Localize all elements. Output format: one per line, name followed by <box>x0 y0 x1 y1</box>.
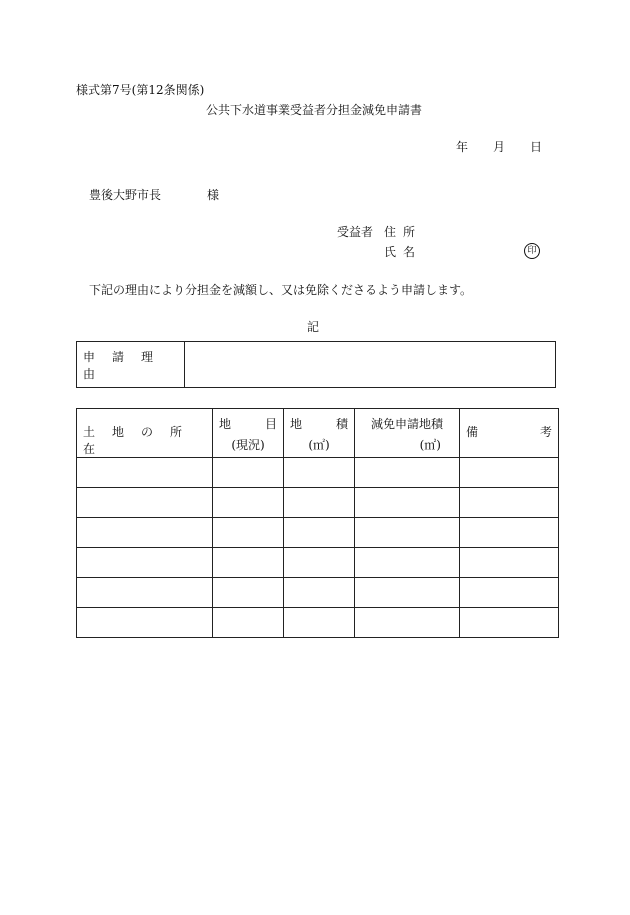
header-area-left: 地 <box>290 417 303 431</box>
header-remarks <box>460 409 559 458</box>
header-exempt-area-label: 減免申請地積 <box>370 417 443 431</box>
header-exempt-area <box>355 409 460 458</box>
addressee-honorific: 様 <box>207 188 220 202</box>
table-row <box>77 548 559 578</box>
table-row <box>77 518 559 548</box>
table-row <box>77 488 559 518</box>
name-label: 氏名 <box>384 245 423 259</box>
land-table <box>76 408 559 638</box>
land-category-cell[interactable] <box>213 518 284 548</box>
header-location-label: 土地の所在 <box>83 425 200 456</box>
addressee-name: 豊後大野市長 <box>89 188 162 202</box>
form-number: 様式第7号(第12条関係) <box>76 83 205 97</box>
seal-mark: 印 <box>524 243 540 259</box>
table-row <box>77 608 559 638</box>
exempt-area-cell[interactable] <box>355 548 460 578</box>
reason-label-cell <box>77 342 185 387</box>
reason-field[interactable] <box>185 342 555 387</box>
remarks-cell[interactable] <box>460 608 559 638</box>
exempt-area-cell[interactable] <box>355 458 460 488</box>
land-category-cell[interactable] <box>213 578 284 608</box>
land-category-cell[interactable] <box>213 458 284 488</box>
address-label: 住所 <box>384 225 423 239</box>
header-area-unit: (㎡) <box>308 438 330 452</box>
area-cell[interactable] <box>284 458 355 488</box>
exempt-area-cell[interactable] <box>355 578 460 608</box>
location-cell[interactable] <box>77 488 213 518</box>
remarks-cell[interactable] <box>460 518 559 548</box>
date-day-label: 日 <box>530 140 543 154</box>
location-cell[interactable] <box>77 548 213 578</box>
header-land-category-right: 目 <box>264 417 277 431</box>
land-category-cell[interactable] <box>213 488 284 518</box>
location-cell[interactable] <box>77 578 213 608</box>
document-title: 公共下水道事業受益者分担金減免申請書 <box>206 103 423 117</box>
remarks-cell[interactable] <box>460 578 559 608</box>
header-area <box>284 409 355 458</box>
exempt-area-cell[interactable] <box>355 488 460 518</box>
exempt-area-cell[interactable] <box>355 518 460 548</box>
exempt-area-cell[interactable] <box>355 608 460 638</box>
header-land-category-sub: (現況) <box>231 438 265 452</box>
area-cell[interactable] <box>284 578 355 608</box>
ki-heading: 記 <box>307 320 320 334</box>
land-table-header-row <box>77 409 559 458</box>
date-month-label: 月 <box>493 140 506 154</box>
date-year-label: 年 <box>456 140 469 154</box>
location-cell[interactable] <box>77 458 213 488</box>
remarks-cell[interactable] <box>460 458 559 488</box>
reason-label: 申請理由 <box>83 349 171 381</box>
location-cell[interactable] <box>77 518 213 548</box>
header-exempt-area-unit: (㎡) <box>419 438 441 452</box>
header-land-category-left: 地 <box>219 417 232 431</box>
header-remarks-right: 考 <box>539 425 552 439</box>
area-cell[interactable] <box>284 488 355 518</box>
header-remarks-left: 備 <box>466 425 479 439</box>
area-cell[interactable] <box>284 518 355 548</box>
reason-box <box>76 341 556 388</box>
remarks-cell[interactable] <box>460 548 559 578</box>
land-category-cell[interactable] <box>213 548 284 578</box>
request-sentence: 下記の理由により分担金を減額し、又は免除くださるよう申請します。 <box>89 283 473 297</box>
area-cell[interactable] <box>284 548 355 578</box>
land-category-cell[interactable] <box>213 608 284 638</box>
location-cell[interactable] <box>77 608 213 638</box>
area-cell[interactable] <box>284 608 355 638</box>
header-location <box>77 409 213 458</box>
remarks-cell[interactable] <box>460 488 559 518</box>
table-row <box>77 458 559 488</box>
header-land-category <box>213 409 284 458</box>
beneficiary-label: 受益者 <box>337 225 374 239</box>
header-area-right: 積 <box>335 417 348 431</box>
table-row <box>77 578 559 608</box>
